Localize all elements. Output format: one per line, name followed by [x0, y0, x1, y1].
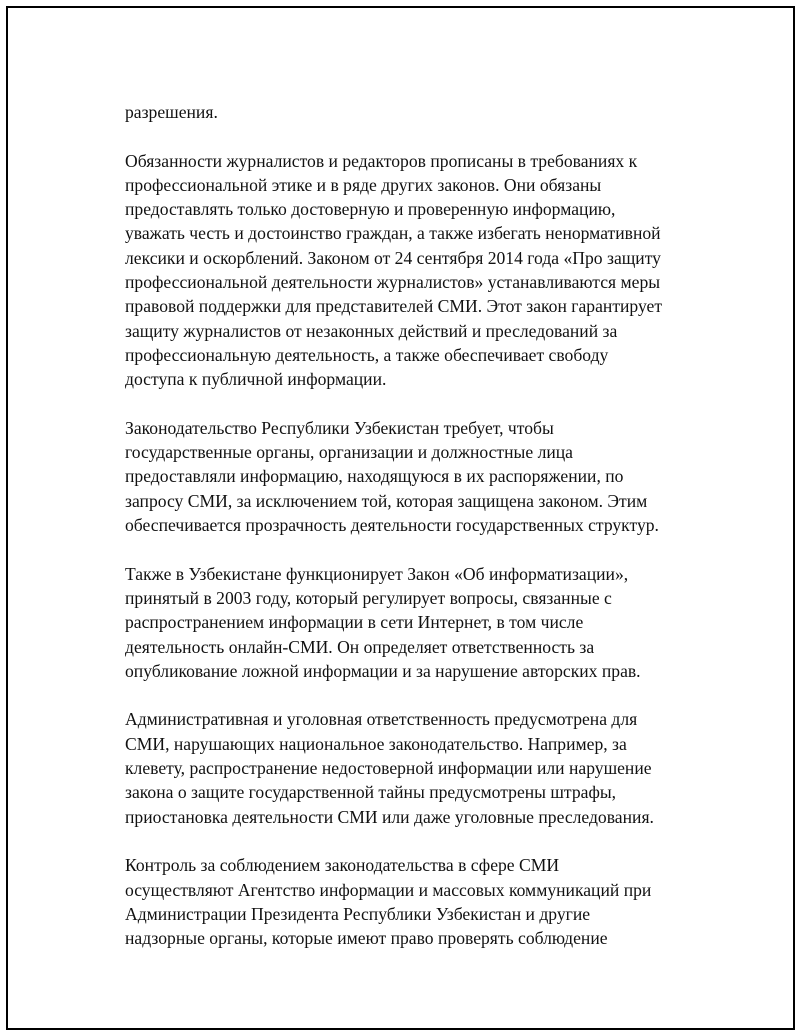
text-line: государственные органы, организации и должностные лица: [125, 442, 573, 463]
paragraph-4: [125, 562, 705, 683]
text-line: закона о защите государственной тайны предусмотрены штрафы,: [125, 782, 617, 803]
text-line: профессиональную деятельность, а также обеспечивает свободу: [125, 344, 609, 365]
text-line: Административная и уголовная ответственность предусмотрена для: [125, 709, 638, 730]
text-line: доступа к публичной информации.: [125, 369, 387, 390]
text-line: надзорные органы, которые имеют право проверять соблюдение: [125, 928, 608, 949]
text-line: лексики и оскорблений. Законом от 24 сентября 2014 года «Про защиту: [125, 247, 661, 268]
text-line: разрешения.: [125, 102, 218, 122]
paragraph-6: [125, 853, 705, 950]
paragraph-1: [125, 100, 705, 124]
text-line: деятельность онлайн-СМИ. Он определяет ответственность за: [125, 636, 595, 657]
document-body: [125, 100, 705, 975]
text-line: профессиональной этике и в ряде других законов. Они обязаны: [125, 174, 602, 195]
page-frame: [6, 6, 795, 1030]
text-line: правовой поддержки для представителей СМИ. Этот закон гарантирует: [125, 296, 663, 317]
text-line: Законодательство Республики Узбекистан требует, чтобы: [125, 417, 554, 438]
text-line: осуществляют Агентство информации и массовых коммуникаций при: [125, 879, 652, 900]
text-line: приостановка деятельности СМИ или даже уголовные преследования.: [125, 806, 654, 827]
text-line: обеспечивается прозрачность деятельности государственных структур.: [125, 515, 659, 536]
text-line: принятый в 2003 году, который регулирует вопросы, связанные с: [125, 587, 612, 608]
text-line: предоставлять только достоверную и проверенную информацию,: [125, 199, 616, 220]
text-line: Обязанности журналистов и редакторов прописаны в требованиях к: [125, 150, 638, 171]
text-line: защиту журналистов от незаконных действий и преследований за: [125, 320, 618, 341]
text-line: профессиональной деятельности журналистов» устанавливаются меры: [125, 272, 661, 293]
text-line: запросу СМИ, за исключением той, которая защищена законом. Этим: [125, 490, 648, 511]
text-line: Администрации Президента Республики Узбекистан и другие: [125, 903, 591, 924]
text-line: распространением информации в сети Интернет, в том числе: [125, 612, 584, 633]
paragraph-5: [125, 707, 705, 828]
text-line: Контроль за соблюдением законодательства в сфере СМИ: [125, 855, 560, 876]
text-line: уважать честь и достоинство граждан, а также избегать ненормативной: [125, 223, 661, 244]
text-line: СМИ, нарушающих национальное законодательство. Например, за: [125, 733, 627, 754]
text-line: клевету, распространение недостоверной информации или нарушение: [125, 758, 652, 779]
paragraph-3: [125, 416, 705, 537]
text-line: опубликование ложной информации и за нарушение авторских прав.: [125, 660, 641, 681]
text-line: предоставляли информацию, находящуюся в их распоряжении, по: [125, 466, 624, 487]
text-line: Также в Узбекистане функционирует Закон «Об информатизации»,: [125, 563, 629, 584]
paragraph-2: [125, 149, 705, 392]
